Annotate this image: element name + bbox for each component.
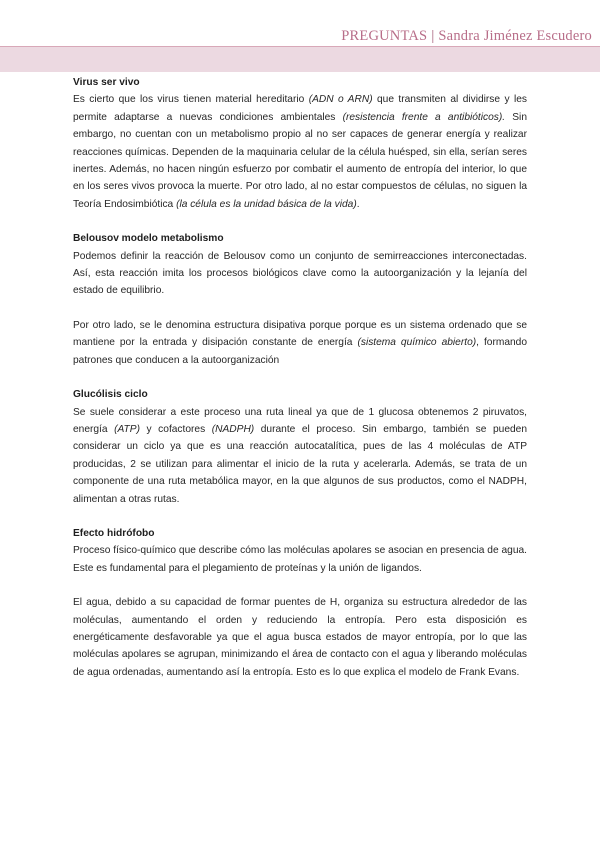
text-run: El agua, debido a su capacidad de formar puentes de H, organiza su estructura alrededor de las moléculas, aumentando el orden y reduciendo la entropía. Pero esta disposición es energéticamente desfavorable ya que el agua busca estados de mayor entropía, por lo que las moléculas apolares se agrupan, minimizando el área de contacto con el agua y liberando moléculas de agua ordenadas, aumentando así la entropía. Esto es lo que explica el modelo de Frank Evans.: [73, 597, 527, 678]
section-heading: Efecto hidrófobo: [73, 527, 155, 539]
paragraph: [73, 594, 527, 681]
header-band: [0, 47, 600, 72]
text-run: Por otro lado, se le denomina estructura disipativa porque porque es un sistema ordenado que se mantiene por la entrada y disipación constante de energía: [73, 319, 527, 349]
paragraph: [73, 542, 527, 577]
text-run: que transmiten al dividirse y les permite adaptarse a nuevas condiciones ambientales: [73, 94, 527, 123]
italic-text: (NADPH): [211, 423, 255, 435]
text-run: , formando patrones que conducen a la autoorganización: [73, 337, 527, 366]
text-run: .: [356, 198, 360, 210]
text-run: Es cierto que los virus tienen material hereditario: [73, 94, 309, 106]
italic-text: (la célula es la unidad básica de la vida): [176, 198, 357, 210]
header-separator: |: [431, 28, 435, 44]
section: [73, 74, 527, 213]
paragraph: [73, 91, 527, 213]
paragraph: [73, 317, 527, 369]
document-body: [73, 74, 527, 698]
section: [73, 386, 527, 508]
header-title: PREGUNTAS: [341, 28, 428, 44]
paragraph: [73, 248, 527, 300]
italic-text: (sistema químico abierto): [357, 337, 477, 349]
section: [73, 525, 527, 681]
italic-text: (resistencia frente a antibióticos).: [342, 111, 506, 123]
text-run: durante el proceso. Sin embargo, también se pueden considerar un ciclo ya que es una reacción autocatalítica, pues de las 4 moléculas de ATP producidas, 2 se utilizan para alimentar el inicio de la ruta y acelerarla. Además, se trata de un componente de una ruta metabólica mayor, en la que algunos de sus productos, como el NADPH, alimentan a otras rutas.: [73, 423, 527, 505]
text-run: Se suele considerar a este proceso una ruta lineal ya que de 1 glucosa obtenemos 2 piruvatos, energía: [73, 406, 527, 435]
text-run: Sin embargo, no cuentan con un metabolismo propio al no ser capaces de generar energía y realizar reacciones químicas. Dependen de la maquinaria celular de la célula huésped, sin ella, serían seres inertes. Además, no hacen ningún esfuerzo por combatir el aumento de entropía del interior, lo que en los seres vivos provoca la muerte. Por otro lado, al no estar compuestos de células, no siguen la Teoría Endosimbiótica: [73, 111, 527, 210]
paragraph: [73, 404, 527, 508]
section: [73, 230, 527, 369]
italic-text: (ATP): [114, 423, 140, 435]
text-run: y cofactores: [139, 423, 212, 435]
italic-text: (ADN o ARN): [308, 94, 373, 106]
page-header: [341, 28, 592, 45]
text-run: Podemos definir la reacción de Belousov como un conjunto de semirreacciones interconectadas. Así, esta reacción imita los procesos biológicos clave como la autoorganización y la lejanía del estado de equilibrio.: [73, 250, 527, 297]
section-heading: Belousov modelo metabolismo: [73, 233, 224, 245]
section-heading: Virus ser vivo: [73, 77, 140, 88]
text-run: Proceso físico-químico que describe cómo las moléculas apolares se asocian en presencia de agua. Este es fundamental para el plegamiento de proteínas y la unión de ligandos.: [73, 545, 527, 574]
section-heading: Glucólisis ciclo: [73, 389, 148, 401]
header-author: Sandra Jiménez Escudero: [438, 28, 592, 44]
